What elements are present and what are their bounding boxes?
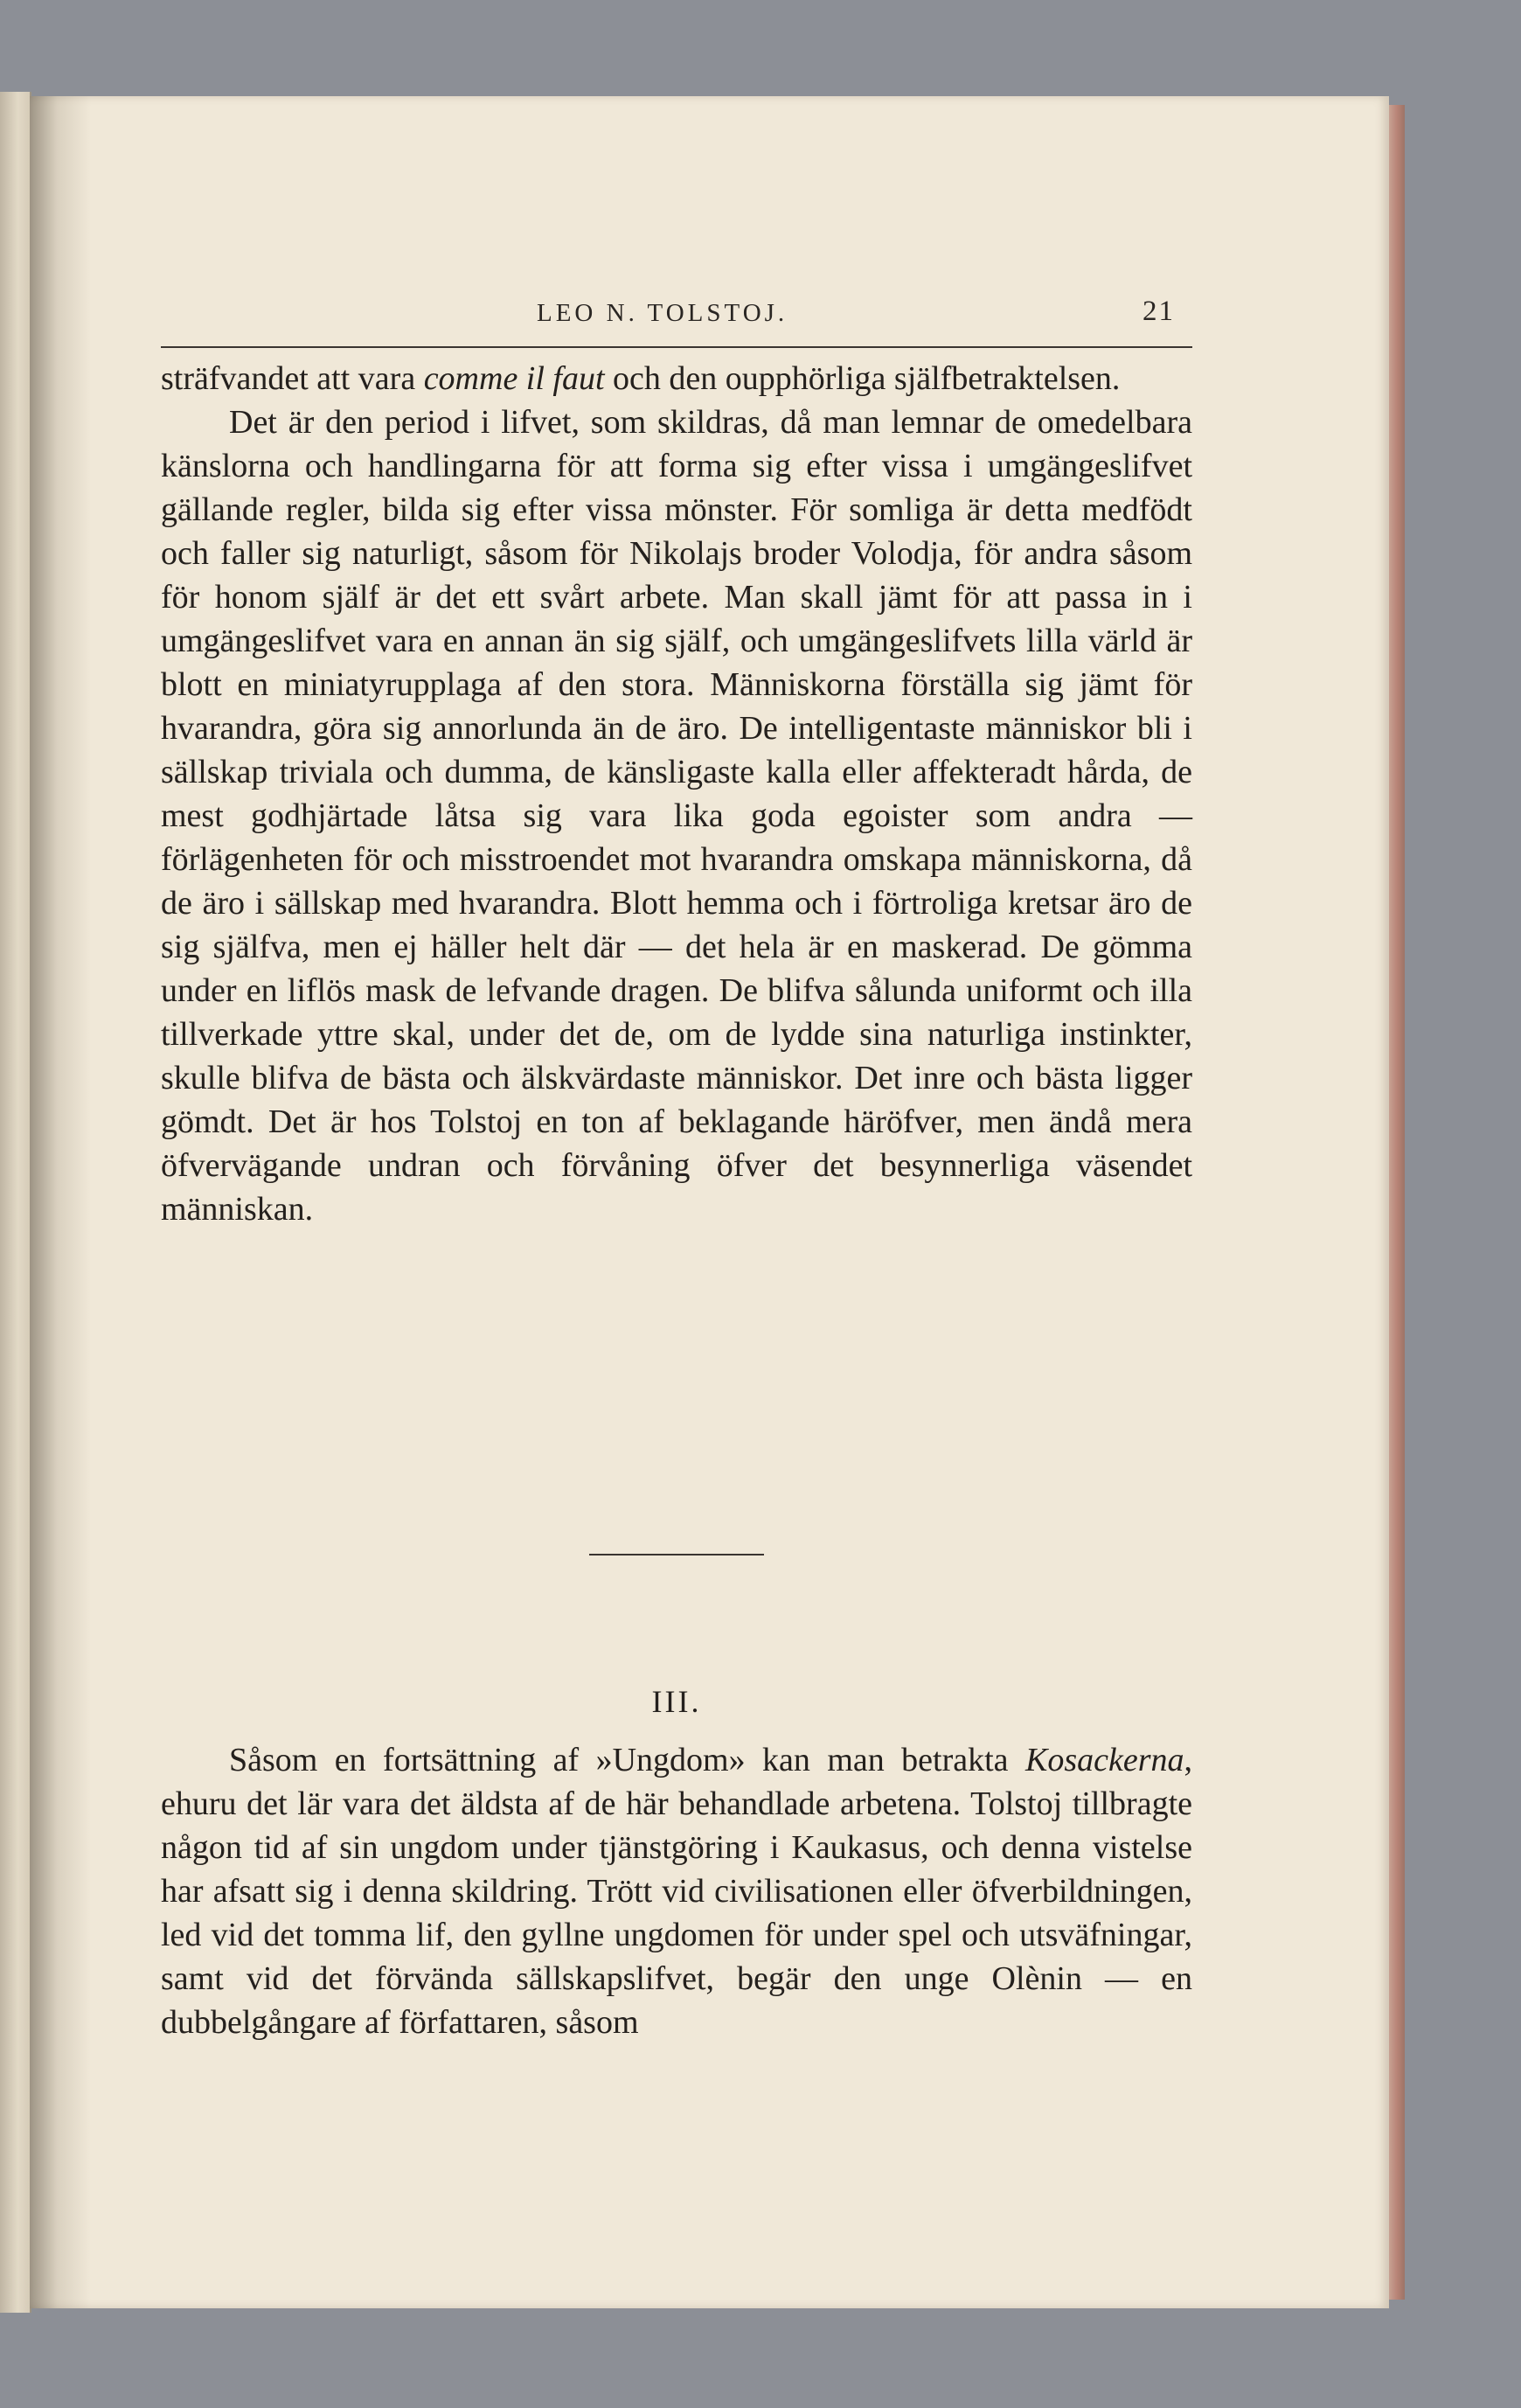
paragraph-continuation	[161, 357, 1192, 400]
body-text-lower	[161, 1738, 1192, 2044]
header-rule	[161, 346, 1192, 348]
running-head	[161, 296, 1192, 334]
paragraph1-italic-phrase: comme il faut	[423, 360, 605, 397]
book-page	[30, 96, 1389, 2308]
paragraph3-text-a: Såsom en fortsättning af »Ungdom» kan man betrakta	[229, 1742, 1025, 1778]
page-number: 21	[1142, 296, 1175, 327]
paragraph3-text-b: , ehuru det lär vara det äldsta af de här behandlade arbetena. Tolstoj tillbragte någon tid af sin ungdom under tjänstgöring i Kaukasus, och denna vistelse har afsatt sig i denna skildring. Trött vid civilisationen eller öfverbildningen, led vid det tomma lif, den gyllne ungdomen för under spel och utsväfningar, samt vid det förvända sällskapslifvet, begär den unge Olènin — en dubbelgångare af författaren, såsom	[161, 1742, 1192, 2041]
section-heading: III.	[651, 1684, 702, 1719]
paragraph-period-of-life: Det är den period i lifvet, som skildras, då man lemnar de omedelbara känslorna och handlingarna för att forma sig efter vissa i umgängeslifvet gällande regler, bilda sig efter vissa mönster. För somliga är detta medfödt och faller sig naturligt, såsom för Nikolajs broder Volodja, för andra såsom för honom själf är det ett svårt arbete. Man skall jämt för att passa in i umgängeslifvet vara en annan än sig själf, och umgängeslifvets lilla värld är blott en miniatyrupplaga af den stora. Människorna förställa sig jämt för hvarandra, göra sig annorlunda än de äro. De intelligentaste människor bli i sällskap triviala och dumma, de känsligaste kalla eller affekteradt hårda, de mest godhjärtade låtsa sig vara lika goda egoister som andra — förlägenheten för och misstroendet mot hvarandra omskapa människorna, då de äro i sällskap med hvarandra. Blott hemma och i förtroliga kretsar äro de sig själfva, men ej häller helt där — det hela är en maskerad. De gömma under en liflös mask de lefvande dragen. De blifva sålunda uniformt och illa tillverkade yttre skal, under det de, om de lydde sina naturliga instinkter, skulle blifva de bästa och älskvärdaste människor. Det inre och bästa ligger gömdt. Det är hos Tolstoj en ton af beklagande häröfver, men ändå mera öfvervägande undran och förvåning öfver det besynnerliga väsendet människan.	[161, 404, 1192, 1228]
gutter-shadow	[30, 96, 91, 2308]
paragraph3-italic-title: Kosackerna	[1024, 1742, 1184, 1778]
body-text-upper	[161, 357, 1192, 1231]
running-title: LEO N. TOLSTOJ.	[537, 299, 788, 327]
page-fore-edge	[1389, 105, 1405, 2300]
paragraph1-text-a: sträfvandet att vara	[161, 360, 424, 397]
paragraph-kosackerna	[161, 1738, 1192, 2044]
paragraph1-text-b: och den oupphörliga själfbetraktelsen.	[604, 360, 1121, 397]
previous-page-edge	[0, 92, 31, 2313]
section-separator-rule	[589, 1554, 764, 1555]
